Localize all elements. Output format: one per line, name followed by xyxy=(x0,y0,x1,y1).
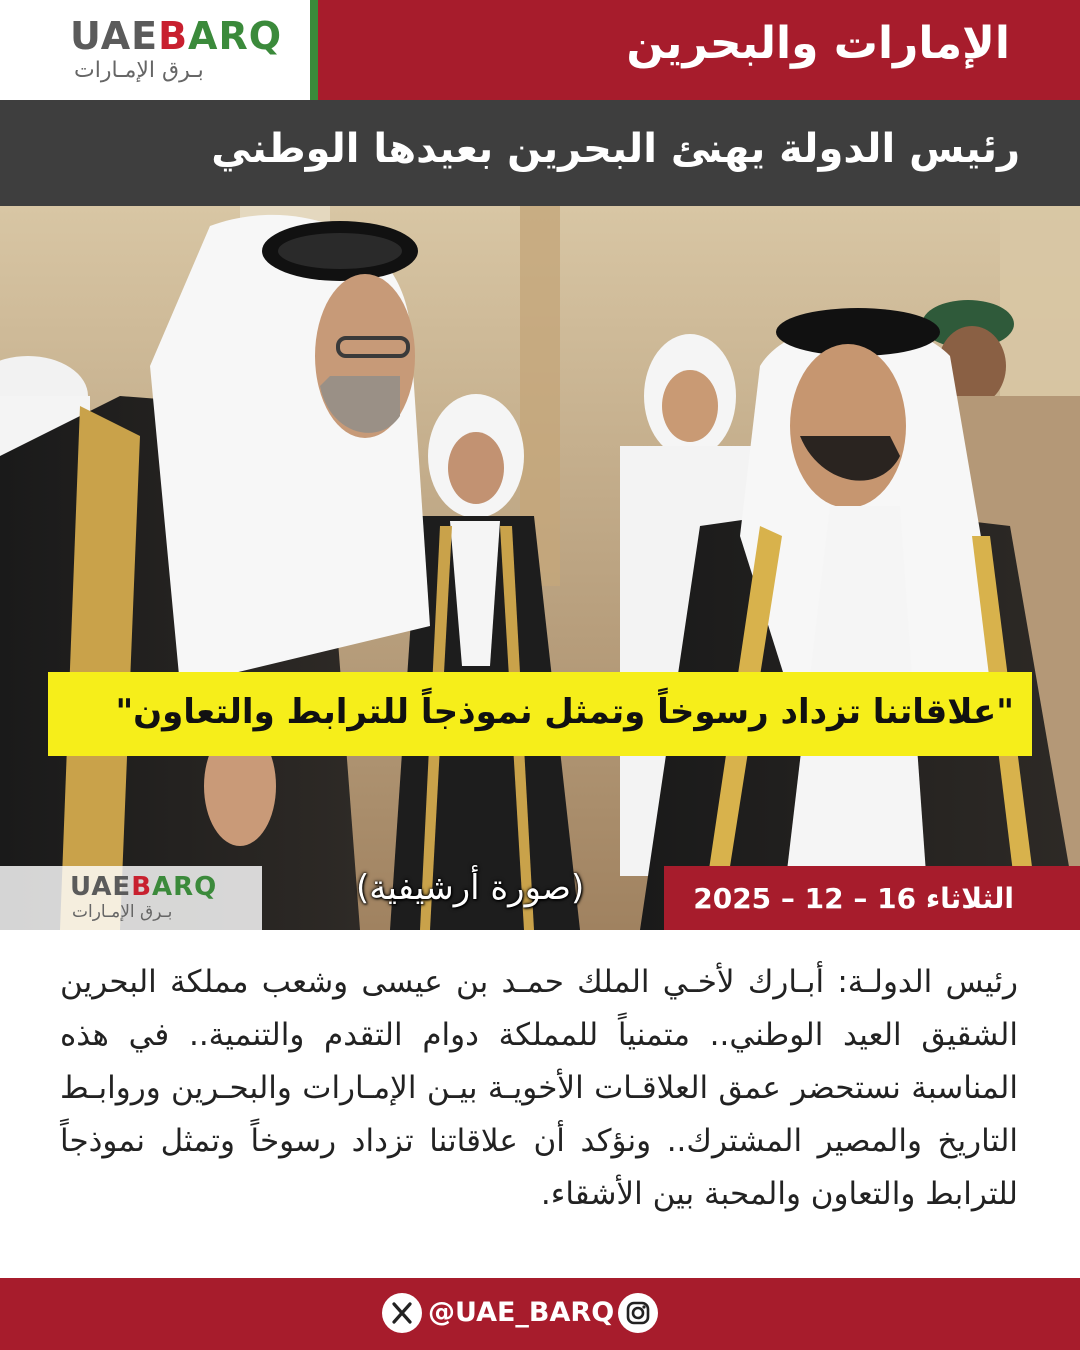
watermark-uae: UAE xyxy=(70,872,132,902)
social-handle[interactable]: @UAE_BARQ xyxy=(428,1297,615,1328)
logo-wordmark xyxy=(70,14,282,58)
footer-bar xyxy=(0,1278,1080,1350)
quote-text: "علاقاتنا تزداد رسوخاً وتمثل نموذجاً للترابط والتعاون" xyxy=(115,692,1014,732)
logo-arq: ARQ xyxy=(188,14,283,58)
quote-highlight xyxy=(48,672,1032,756)
flag-stripe xyxy=(310,0,318,100)
watermark-wordmark xyxy=(70,872,217,902)
top-header-bar xyxy=(0,0,1080,100)
headline: رئيس الدولة يهنئ البحرين بعيدها الوطني xyxy=(211,126,1020,172)
watermark-arabic: بـرق الإمـارات xyxy=(72,902,173,922)
brand-logo[interactable] xyxy=(0,0,310,100)
headline-band xyxy=(0,100,1080,206)
photo-illustration xyxy=(0,206,1080,930)
x-icon[interactable] xyxy=(382,1293,422,1333)
photo-watermark xyxy=(0,866,262,930)
logo-arabic-text: بـرق الإمـارات xyxy=(74,58,204,83)
logo-b: B xyxy=(158,14,189,58)
watermark-b: B xyxy=(131,872,153,902)
photo-caption: (صورة أرشيفية) xyxy=(356,868,585,908)
article-body: رئيس الدولـة: أبـارك لأخـي الملك حمـد بن عيسى وشعب مملكة البحرين الشقيق العيد الوطني.. متمنياً للمملكة دوام التقدم والتنمية.. في هذه المناسبة نستحضر عمق العلاقـات الأخويـة بيـن الإمـارات والبحـرين وروابـط التاريخ والمصير المشترك.. ونؤكد أن علاقاتنا تزداد رسوخاً وتمثل نموذجاً للترابط والتعاون والمحبة بين الأشقاء. xyxy=(60,964,1018,1212)
news-photo xyxy=(0,206,1080,930)
watermark-arq: ARQ xyxy=(152,872,218,902)
date-badge xyxy=(664,866,1080,930)
section-title: الإمارات والبحرين xyxy=(626,18,1010,69)
logo-uae: UAE xyxy=(70,14,159,58)
date-text: الثلاثاء 16 – 12 – 2025 xyxy=(693,882,1014,915)
instagram-icon[interactable] xyxy=(618,1293,658,1333)
